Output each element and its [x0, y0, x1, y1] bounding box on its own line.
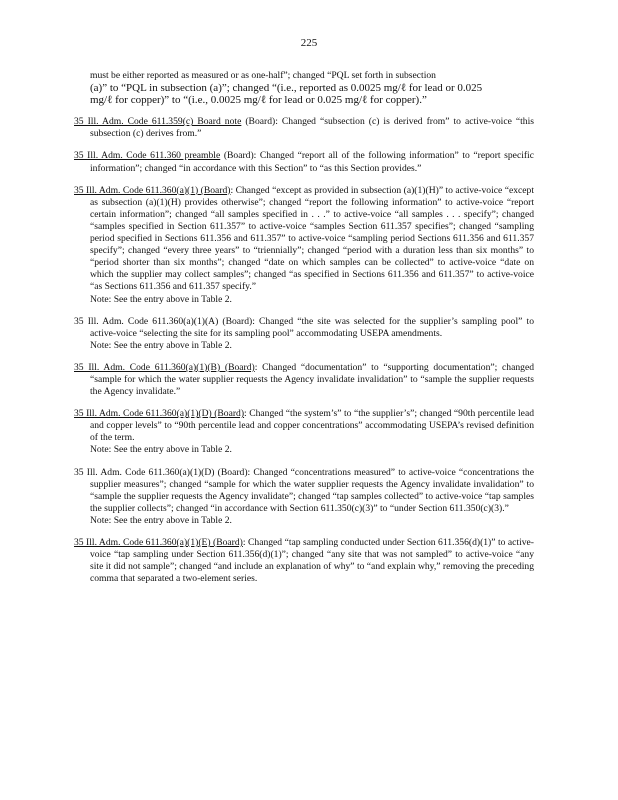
entry-citation: 35 Ill. Adm. Code 611.360(a)(1) (Board)	[74, 184, 231, 196]
entry-citation: 35 Ill. Adm. Code 611.360(a)(1)(A) (Board)	[74, 315, 253, 327]
page-body	[74, 70, 534, 595]
continuation-line-1: must be either reported as measured or as one-half”; changed “PQL set forth in subsection	[90, 70, 436, 81]
entry-text: : Changed “concentrations measured” to active-voice “concentrations the supplier measures”; changed “sample for which the water supplier requests the Agency invalidate invalidation” to “sample the supplier requests the Agency invalidate”; changed “tap samples collected” to active-voice “tap samples the supplier collects”; changed “in accordance with Section 611.350(c)(3)” to “under Section 611.350(c)(3).”	[90, 466, 534, 514]
entry-text: : Changed “the system’s” to “the supplier’s”; changed “90th percentile lead and copper levels” to “90th percentile lead and copper concentrations” accommodating USEPA’s revised definition of the term.	[90, 408, 534, 444]
entry-citation: 35 Ill. Adm. Code 611.360 preamble	[74, 150, 221, 162]
page-number: 225	[300, 37, 318, 49]
entry-citation: 35 Ill. Adm. Code 611.360(a)(1)(D) (Board)	[74, 408, 245, 420]
entry-citation: 35 Ill. Adm. Code 611.360(a)(1)(B) (Board)	[74, 361, 255, 373]
entry-1	[74, 116, 534, 140]
entry-text: : Changed “documentation” to “supporting documentation”; changed “sample for which the water supplier requests the Agency invalidate invalidation” to “sample the supplier requests the Agency invalidate.”	[90, 361, 534, 398]
entry-4	[74, 316, 534, 352]
entry-note: Note: See the entry above in Table 2.	[90, 339, 232, 351]
entry-text: : Changed “except as provided in subsection (a)(1)(H)” to active-voice “except as subsection (a)(1)(H) provides otherwise”; changed “report the following information” to active-voice “report certain information”; changed “all samples specified in . . .” to active-voice “all samples . . . specify”; changed “samples specified in Section 611.357” to active-voice “samples Section 611.357 specifies”; changed “sampling period specified in Sections 611.356 and 611.357” to active-voice “sampling period Sections 611.356 and 611.357 specify”; changed “every three years” to “triennially”; changed “period with a duration less than six months” to “period shorter than six months”; changed “date on which samples can be collected” to active-voice “date on which the supplier may collect samples”; changed “as specified in Sections 611.356 and 611.357” to active-voice “as Sections 611.356 and 611.357 specify.”	[90, 184, 535, 293]
entry-citation: 35 Ill. Adm. Code 611.360(a)(1)(D) (Board)	[74, 466, 248, 478]
entry-citation: 35 Ill. Adm. Code 611.359(c) Board note	[74, 116, 242, 128]
entry-text: (Board): Changed “report all of the following information” to “report specific information”; changed “in accordance with this Section” to “as this Section provides.”	[90, 150, 534, 174]
entry-note: Note: See the entry above in Table 2.	[90, 293, 232, 305]
entry-note: Note: See the entry above in Table 2.	[90, 514, 232, 526]
continuation-line-3: mg/ℓ for copper)” to “(i.e., 0.0025 mg/ℓ for lead or 0.025 mg/ℓ for copper).”	[90, 94, 427, 107]
entry-2	[74, 150, 534, 174]
entry-citation: 35 Ill. Adm. Code 611.360(a)(1)(E) (Board)	[74, 537, 243, 548]
continuation-paragraph	[90, 70, 534, 106]
entry-5	[74, 362, 534, 398]
entry-7	[74, 467, 534, 527]
entry-text: : Changed “the site was selected for the supplier’s sampling pool” to active-voice “selecting the site for its sampling pool” accommodating USEPA amendments.	[90, 315, 534, 339]
entry-text: : Changed “tap sampling conducted under Section 611.356(d)(1)” to active-voice “tap sampling under Section 611.356(d)(1)”; changed “any site that was not sampled” to active-voice “any site it did not sample”; changed “and include an explanation of why” to “and explain why,” removing the preceding comma that separated a two-element series.	[90, 537, 535, 585]
entry-3	[74, 185, 534, 306]
entry-text: (Board): Changed “subsection (c) is derived from” to active-voice “this subsection (c) derives from.”	[90, 116, 534, 140]
entry-8	[74, 537, 534, 585]
continuation-line-2: (a)” to “PQL in subsection (a)”; changed “(i.e., reported as 0.0025 mg/ℓ for lead or 0.025	[90, 82, 483, 95]
entry-note: Note: See the entry above in Table 2.	[90, 444, 232, 456]
entry-6	[74, 408, 534, 456]
